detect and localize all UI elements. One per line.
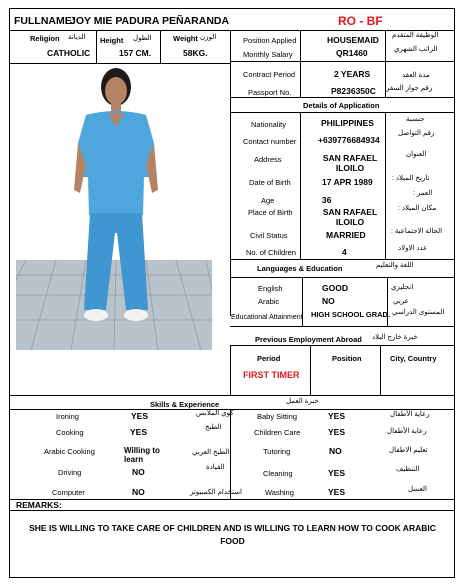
skill-childrencare-label: Children Care: [254, 428, 301, 437]
dob-value: 17 APR 1989: [322, 177, 373, 187]
skill-tutoring-arabic: تعليم الاطفال: [389, 447, 428, 454]
pob-label: Place of Birth: [248, 208, 293, 217]
pob-value: SAN RAFAEL ILOILO: [322, 207, 378, 227]
passport-label: Passport No.: [248, 88, 292, 97]
arabic-value: NO: [322, 296, 335, 306]
height-arabic: الطول: [133, 35, 152, 42]
languages-title-arabic: اللغة والتعليم: [376, 262, 414, 269]
skill-driving-value: NO: [132, 467, 145, 477]
weight-label: Weight: [173, 34, 198, 43]
skills-title-arabic: خبرة العمل: [286, 398, 319, 405]
skill-arabic-cooking-value: Willing to learn: [124, 446, 160, 464]
skill-computer-label: Computer: [52, 488, 85, 497]
children-arabic: عدد الاولاد: [398, 245, 428, 252]
contact-value: +639776684934: [318, 135, 380, 145]
position-arabic: الوظيفة المتقدم: [392, 32, 439, 39]
weight-arabic: الوزن: [200, 34, 217, 41]
fullname-label: FULLNAME:: [14, 15, 76, 27]
nationality-arabic: جنسية: [406, 116, 425, 123]
skill-cleaning-value: YES: [328, 468, 346, 478]
skill-ironing-arabic: كوي الملابس: [196, 410, 234, 417]
position-value: HOUSEMAID: [327, 35, 379, 45]
col-city: City, Country: [390, 354, 437, 363]
salary-arabic: الراتب الشهري: [394, 46, 438, 53]
skill-childrencare-value: YES: [328, 427, 346, 437]
abroad-title-arabic: خبرة خارج البلاد: [372, 334, 418, 341]
contact-arabic: رقم التواصل: [398, 130, 435, 137]
skill-cleaning-arabic: التنظيف: [396, 466, 420, 473]
skill-babysitting-label: Baby Sitting: [257, 412, 298, 421]
contract-arabic: مدة العقد: [402, 72, 430, 79]
height-label: Height: [100, 36, 124, 45]
address-label: Address: [254, 155, 282, 164]
col-period: Period: [257, 354, 281, 363]
application-title: Details of Application: [303, 101, 380, 110]
education-arabic: المستوى الدراسي: [392, 309, 445, 316]
column-divider: [230, 30, 231, 316]
address-arabic: العنوان: [406, 151, 427, 158]
skill-washing-arabic: الغسل: [408, 486, 428, 493]
contract-label: Contract Period: [243, 70, 296, 79]
skill-cooking-value: YES: [130, 427, 148, 437]
arabic-arabic: عربي: [393, 298, 409, 305]
religion-arabic: الديانة: [68, 34, 86, 41]
education-label: Educational Attainment: [231, 314, 303, 321]
languages-title: Languages & Education: [257, 264, 343, 273]
dob-label: Date of Birth: [249, 178, 291, 187]
passport-value: P8236350C: [331, 86, 376, 96]
pob-arabic: مكان الميلاد :: [398, 205, 437, 212]
col-position: Position: [332, 354, 362, 363]
religion-value: CATHOLIC: [47, 48, 91, 58]
english-label: English: [258, 284, 283, 293]
children-value: 4: [342, 247, 347, 257]
skill-washing-value: YES: [328, 487, 346, 497]
nationality-value: PHILIPPINES: [321, 118, 374, 128]
skill-arabic-cooking-label: Arabic Cooking: [44, 447, 95, 456]
header-divider: [9, 30, 455, 31]
skill-cooking-label: Cooking: [56, 428, 84, 437]
age-value: 36: [322, 195, 332, 205]
civil-status-label: Civil Status: [250, 231, 288, 240]
skill-washing-label: Washing: [265, 488, 294, 497]
nationality-label: Nationality: [251, 120, 287, 129]
age-label: Age: [261, 196, 275, 205]
skill-driving-arabic: القيادة: [206, 464, 225, 471]
applicant-photo: [16, 65, 212, 350]
address-value: SAN RAFAEL ILOILO: [322, 153, 378, 173]
skill-babysitting-arabic: رعاية الأطفال: [390, 411, 430, 418]
children-label: No. of Children: [246, 248, 297, 257]
skill-ironing-label: Ironing: [56, 412, 79, 421]
civil-status-arabic: الحالة الاجتماعية :: [391, 228, 443, 235]
position-label: Position Applied: [243, 36, 297, 45]
skill-childrencare-arabic: رعاية الأطفال: [387, 428, 427, 435]
dob-arabic: تاريخ الميلاد :: [392, 175, 430, 182]
english-value: GOOD: [322, 283, 348, 293]
first-timer: FIRST TIMER: [243, 370, 300, 380]
remarks-label: REMARKS:: [16, 500, 62, 510]
salary-value: QR1460: [336, 48, 368, 58]
age-arabic: العمر :: [413, 190, 433, 197]
skill-babysitting-value: YES: [328, 411, 346, 421]
remarks-text: SHE IS WILLING TO TAKE CARE OF CHILDREN AND IS WILLING TO LEARN HOW TO COOK ARABIC FOOD: [29, 523, 436, 546]
salary-label: Monthly Salary: [243, 50, 293, 59]
skill-tutoring-value: NO: [329, 446, 342, 456]
skill-arabic-cooking-arabic: الطبخ العربي: [192, 449, 230, 456]
skill-driving-label: Driving: [58, 468, 82, 477]
skill-computer-arabic: استخدام الكمبيوتر: [190, 489, 242, 496]
abroad-title: Previous Employment Abroad: [255, 335, 362, 344]
weight-value: 58KG.: [183, 48, 208, 58]
passport-arabic: رقم جواز السفر: [386, 85, 433, 92]
height-value: 157 CM.: [119, 48, 152, 58]
skill-tutoring-label: Tutoring: [263, 447, 291, 456]
arabic-label: Arabic: [258, 297, 280, 306]
contact-label: Contact number: [243, 137, 297, 146]
skill-cleaning-label: Cleaning: [263, 469, 293, 478]
ro-code: RO - BF: [338, 14, 383, 28]
contract-value: 2 YEARS: [334, 69, 371, 79]
skills-title: Skills & Experience: [150, 400, 220, 409]
skill-computer-value: NO: [132, 487, 145, 497]
skill-ironing-value: YES: [131, 411, 149, 421]
civil-status-value: MARRIED: [326, 230, 366, 240]
english-arabic: انجليزي: [391, 284, 414, 291]
fullname-value: JOY MIE PADURA PEÑARANDA: [70, 15, 230, 27]
skill-cooking-arabic: الطبخ: [205, 424, 222, 431]
education-value: HIGH SCHOOL GRAD.: [311, 310, 391, 319]
religion-label: Religion: [30, 34, 60, 43]
